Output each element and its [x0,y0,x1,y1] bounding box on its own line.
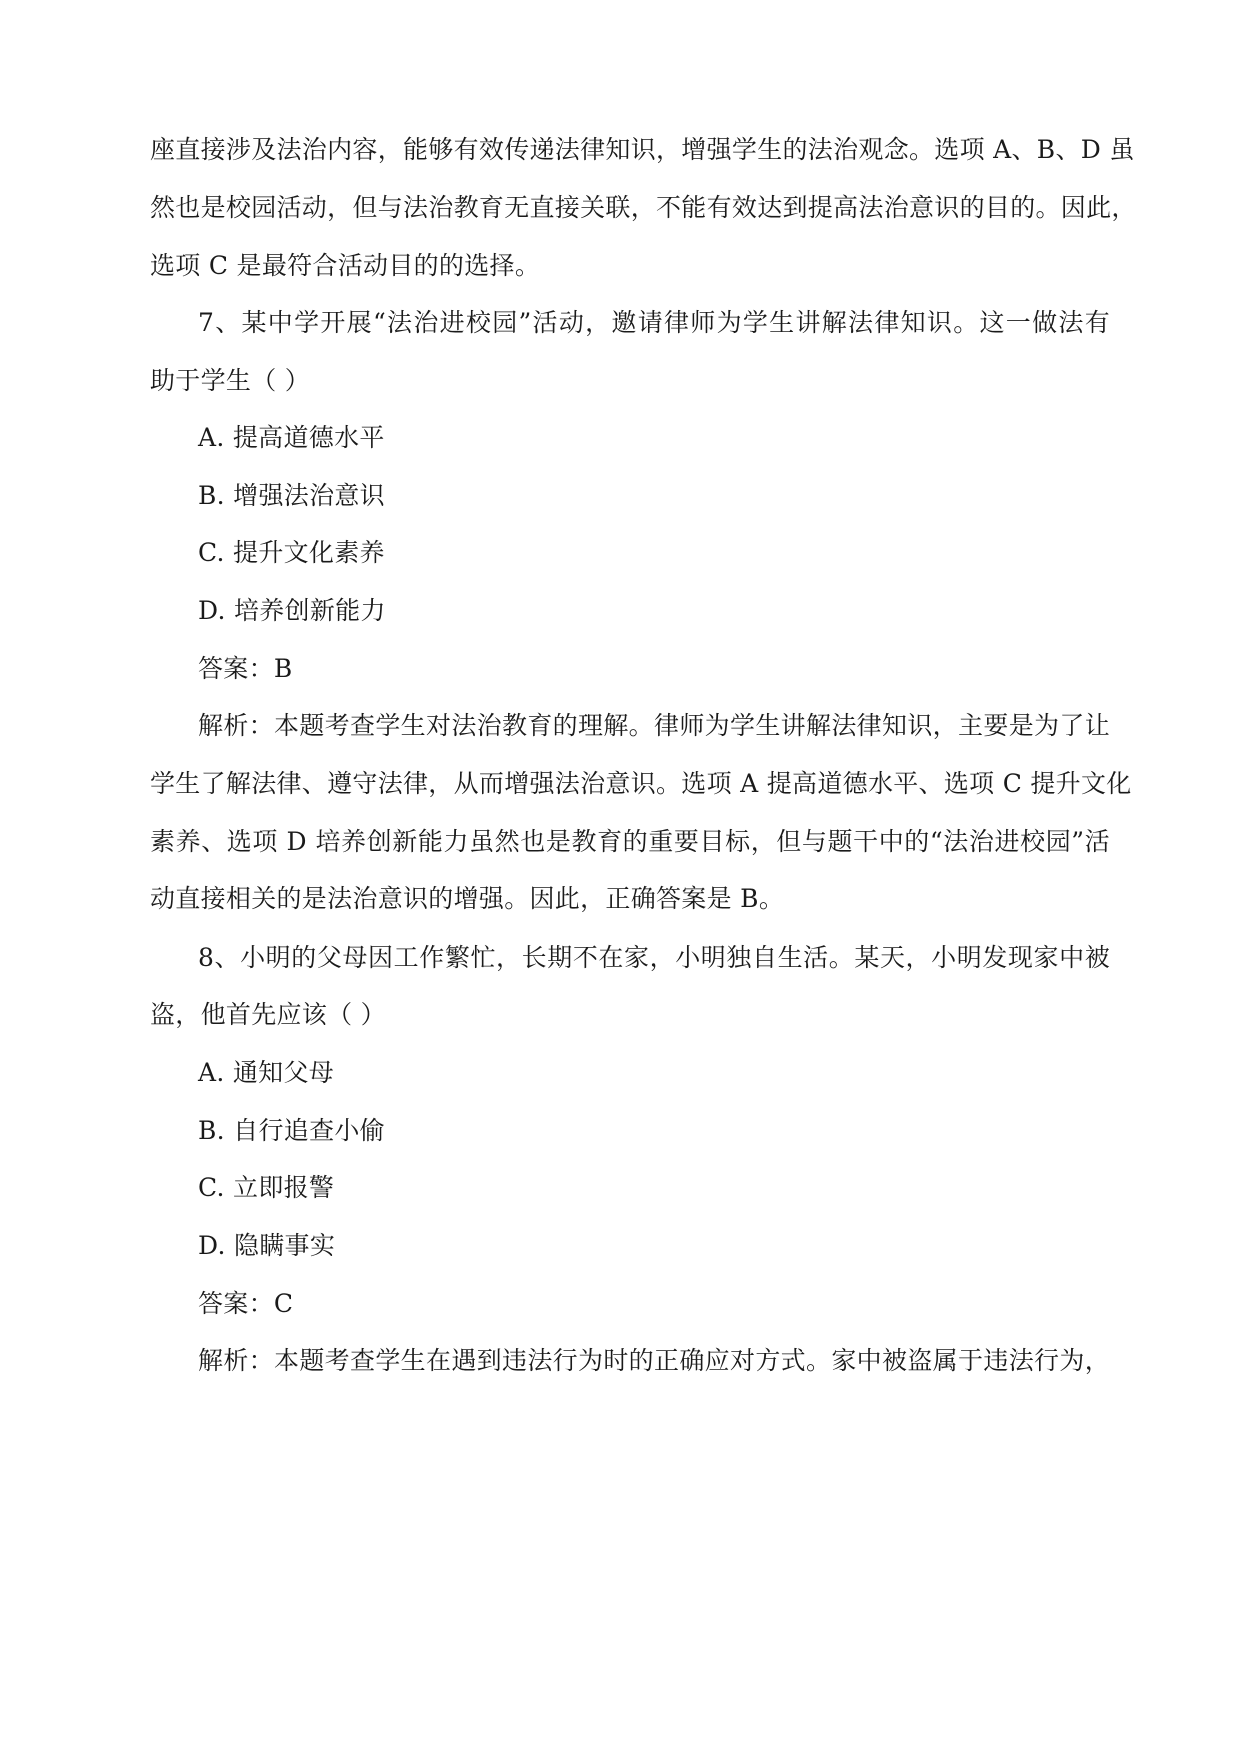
q7-option-a: A. 提高道德水平 [198,423,385,452]
q7-option-d: D. 培养创新能力 [198,596,386,625]
q8-explanation-line-1: 解析：本题考查学生在遇到违法行为时的正确应对方式。家中被盗属于违法行为， [198,1346,1110,1375]
q7-explanation-line-4: 动直接相关的是法治意识的增强。因此，正确答案是 B。 [150,884,785,913]
q8-option-d: D. 隐瞒事实 [198,1231,336,1260]
q7-explanation-line-1: 解析：本题考查学生对法治教育的理解。律师为学生讲解法律知识，主要是为了让 [198,711,1110,740]
q7-explanation-line-3: 素养、选项 D 培养创新能力虽然也是教育的重要目标，但与题干中的“法治进校园”活 [150,827,1110,856]
q8-option-b: B. 自行追查小偷 [198,1116,385,1145]
prev-explanation-line-2: 然也是校园活动，但与法治教育无直接关联，不能有效达到提高法治意识的目的。因此， [150,193,1137,222]
q8-answer: 答案：C [198,1289,294,1318]
q7-option-b: B. 增强法治意识 [198,481,385,510]
q7-explanation-line-2: 学生了解法律、遵守法律，从而增强法治意识。选项 A 提高道德水平、选项 C 提升文化 [150,769,1132,798]
q7-stem-line-1: 7、某中学开展“法治进校园”活动，邀请律师为学生讲解法律知识。这一做法有 [198,308,1110,337]
q8-option-c: C. 立即报警 [198,1173,335,1202]
q8-stem-line-2: 盗，他首先应该（ ） [150,1000,386,1029]
q8-option-a: A. 通知父母 [198,1058,335,1087]
q7-answer: 答案：B [198,654,293,683]
prev-explanation-line-3: 选项 C 是最符合活动目的的选择。 [150,251,541,280]
q7-option-c: C. 提升文化素养 [198,538,385,567]
prev-explanation-line-1: 座直接涉及法治内容，能够有效传递法律知识，增强学生的法治观念。选项 A、B、D 虽 [150,135,1135,164]
q8-stem-line-1: 8、小明的父母因工作繁忙，长期不在家，小明独自生活。某天，小明发现家中被 [198,943,1110,972]
q7-stem-line-2: 助于学生（ ） [150,366,311,395]
